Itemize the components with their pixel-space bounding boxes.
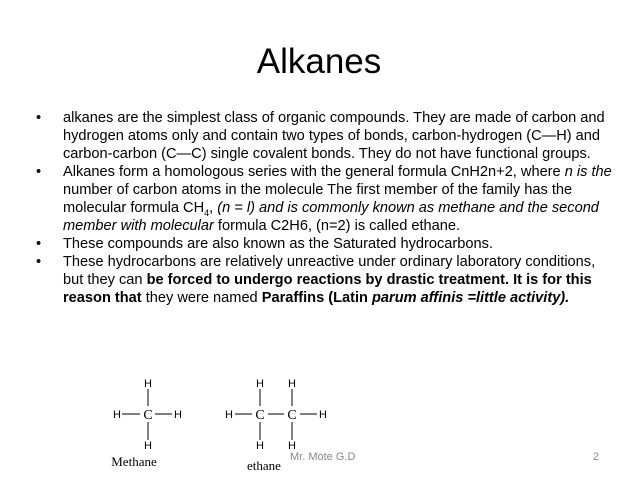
bullet-dot: • xyxy=(36,164,42,180)
bullet-dot: • xyxy=(36,110,42,126)
bullet-dot: • xyxy=(36,254,42,270)
slide-title: Alkanes xyxy=(256,42,382,81)
bullet-italic-text: (n = l) and is commonly known as methane and the second member with molecular xyxy=(63,200,599,234)
hydrogen-atom: H xyxy=(288,378,296,390)
bullet-text: , xyxy=(209,200,218,216)
carbon-atom: C xyxy=(143,408,153,423)
bullet-bold-text: Paraffins (Latin xyxy=(261,290,373,306)
hydrogen-atom: H xyxy=(256,440,264,452)
bullet-text: number of carbon atoms in the molecule The first member of the family has the molecular formula CH xyxy=(63,182,573,216)
hydrogen-atom: H xyxy=(144,378,152,390)
bullet-bold-italic-text: parum affinis =little activity). xyxy=(372,290,570,306)
bullet-dot: • xyxy=(36,236,42,252)
bullet-bold-text: be forced to undergo reactions by drastic treatment. It is for this reason that xyxy=(63,272,592,306)
hydrogen-atom: H xyxy=(256,378,264,390)
hydrogen-atom: H xyxy=(225,409,233,421)
bullet-text: These compounds are also known as the Saturated hydrocarbons. xyxy=(63,236,493,252)
hydrogen-atom: H xyxy=(319,409,327,421)
bullet-italic-text: n is the xyxy=(564,164,612,180)
ethane-structure xyxy=(235,389,317,440)
hydrogen-atom: H xyxy=(174,409,182,421)
hydrogen-atom: H xyxy=(144,440,152,452)
footer-author: Mr. Mote G.D xyxy=(290,451,356,463)
hydrogen-atom: H xyxy=(288,440,296,452)
bullet-text: alkanes are the simplest class of organic compounds. They are made of carbon and hydrogen atoms only and contain two types of bonds, carbon-hydrogen (C—H) and carbon-carbon (C—C) single covalent bonds. They do not have functional groups. xyxy=(63,110,605,162)
hydrogen-atom: H xyxy=(113,409,121,421)
bullet-text: Alkanes form a homologous series with the general formula CnH2n+2, where xyxy=(63,164,565,180)
bullet-text: formula C2H6, (n=2) is called ethane. xyxy=(213,218,461,234)
bullet-text: they were named xyxy=(141,290,262,306)
methane-caption: Methane xyxy=(111,454,157,469)
carbon-atom: C xyxy=(287,408,297,423)
bullet-text: These hydrocarbons are relatively unreactive under ordinary laboratory conditions, but they can xyxy=(63,254,596,288)
ethane-caption: ethane xyxy=(247,458,281,473)
carbon-atom: C xyxy=(255,408,265,423)
subscript: 4 xyxy=(204,207,210,218)
page-number: 2 xyxy=(593,451,600,463)
